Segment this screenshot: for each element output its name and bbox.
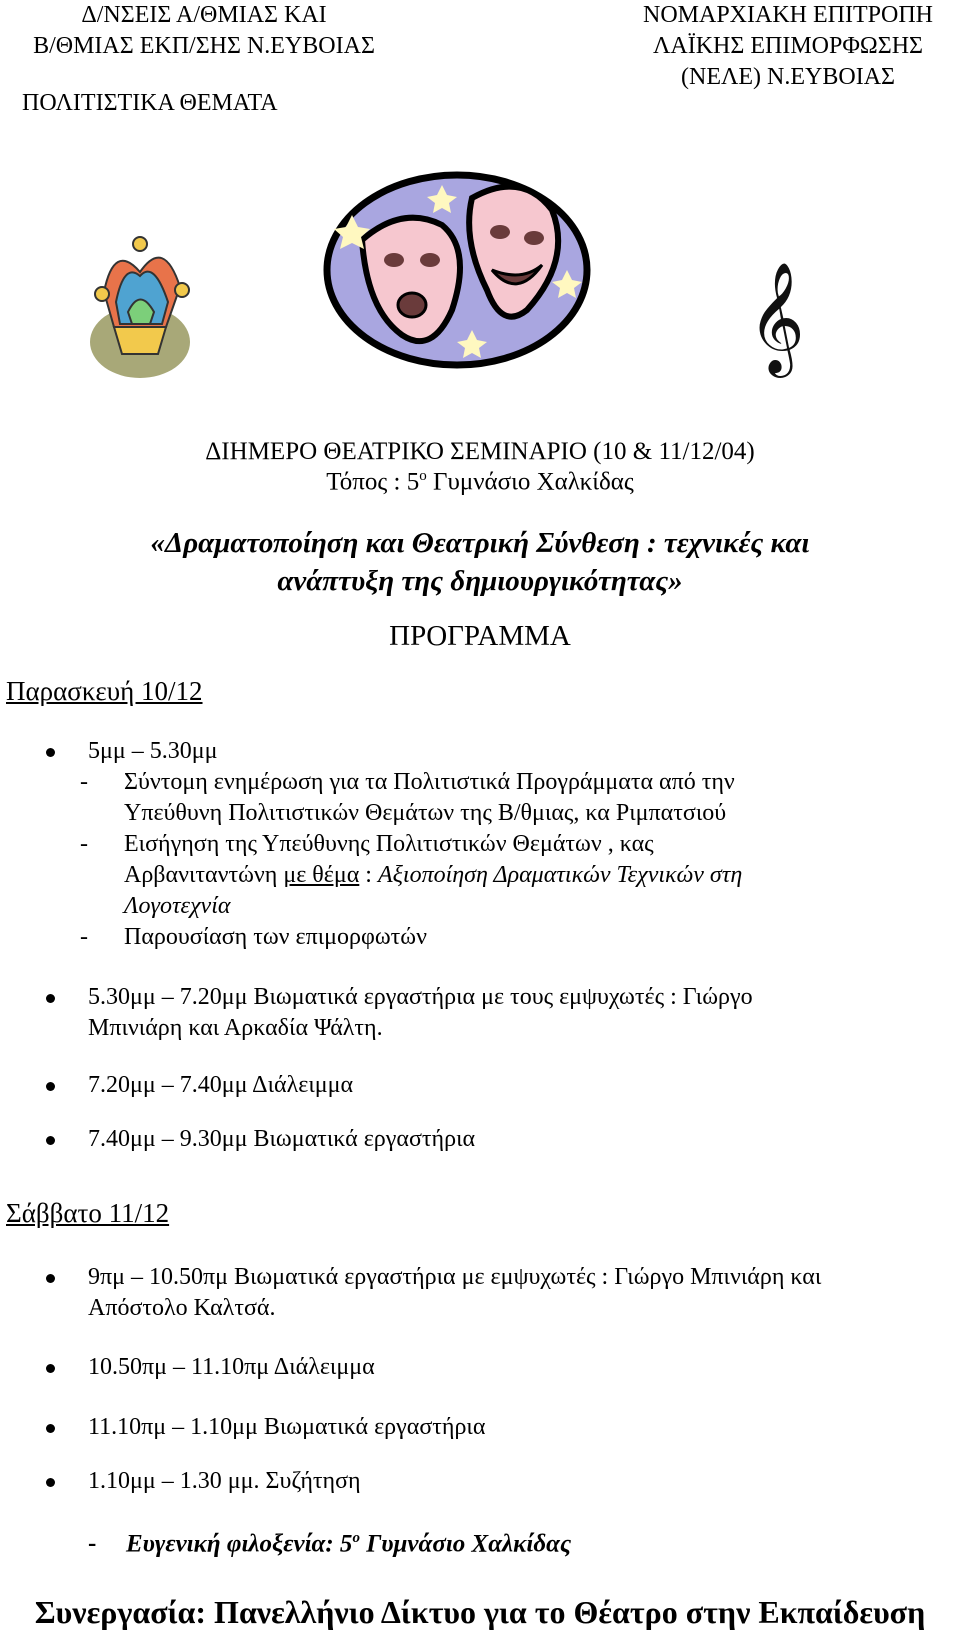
event-title: ΔΙΗΜΕΡΟ ΘΕΑΤΡΙΚΟ ΣΕΜΙΝΑΡΙΟ (10 & 11/12/04): [205, 438, 755, 465]
event-place-suffix: Γυμνάσιο Χαλκίδας: [426, 468, 634, 496]
bullet-icon: [46, 1136, 55, 1145]
dash-icon: -: [80, 831, 88, 857]
topic-label: με θέμα: [283, 862, 360, 888]
header-right-line2: ΛΑΪΚΗΣ ΕΠΙΜΟΡΦΩΣΗΣ: [652, 33, 923, 59]
friday-subitem-1-line1: Σύντομη ενημέρωση για τα Πολιτιστικά Προγράμματα από την: [124, 769, 735, 795]
friday-item-2-line1: 5.30μμ – 7.20μμ Βιωματικά εργαστήρια με τους εμψυχωτές : Γιώργο: [88, 984, 753, 1010]
treble-clef-icon: 𝄞: [748, 261, 805, 373]
saturday-item-1-line1: 9πμ – 10.50πμ Βιωματικά εργαστήρια με εμψυχωτές : Γιώργο Μπινιάρη και: [88, 1264, 822, 1290]
friday-heading: Παρασκευή 10/12: [6, 676, 203, 706]
dash-icon: -: [80, 769, 88, 795]
friday-subitem-3: [42, 922, 956, 953]
saturday-item-2-text: 10.50πμ – 11.10πμ Διάλειμμα: [88, 1354, 375, 1380]
friday-item-1-time: 5μμ – 5.30μμ: [88, 738, 218, 764]
friday-item-3: [88, 1070, 948, 1101]
dash-icon: -: [88, 1530, 97, 1557]
speaker-name: Αρβανιταντώνη: [124, 862, 284, 888]
bullet-icon: [46, 1424, 55, 1433]
host-name: Γυμνάσιο Χαλκίδας: [359, 1530, 572, 1558]
bullet-icon: [46, 1274, 55, 1283]
saturday-item-2: [88, 1352, 948, 1383]
bullet-icon: [46, 1364, 55, 1373]
saturday-item-3-text: 11.10πμ – 1.10μμ Βιωματικά εργαστήρια: [88, 1414, 486, 1440]
header-right-line3: (ΝΕΛΕ) Ν.ΕΥΒΟΙΑΣ: [681, 64, 895, 90]
saturday-item-4: [88, 1466, 948, 1497]
saturday-heading: Σάββατο 11/12: [6, 1198, 170, 1228]
bullet-icon: [46, 1082, 55, 1091]
bullet-icon: [46, 748, 55, 757]
host-note: [88, 1530, 572, 1558]
jester-hat-icon: [84, 232, 196, 382]
event-place: [0, 468, 960, 496]
friday-item-2-line2: Μπινιάρη και Αρκαδία Ψάλτη.: [88, 1015, 383, 1041]
host-sup: ο: [352, 1530, 360, 1546]
event-subtitle-line2: ανάπτυξη της δημιουργικότητας»: [277, 565, 683, 597]
bullet-icon: [46, 1478, 55, 1487]
header-left-subtitle: ΠΟΛΙΤΙΣΤΙΚΑ ΘΕΜΑΤΑ: [22, 90, 278, 116]
saturday-item-3: [88, 1412, 948, 1443]
header-left-organization: [6, 0, 402, 62]
event-subtitle: [0, 524, 960, 600]
dash-icon: -: [80, 924, 88, 950]
program-heading: ΠΡΟΓΡΑΜΜΑ: [389, 620, 571, 652]
topic-colon: :: [359, 862, 378, 888]
bullet-icon: [46, 994, 55, 1003]
saturday-item-1: [88, 1262, 948, 1324]
cooperation-line: Συνεργασία: Πανελλήνιο Δίκτυο για το Θέατρο στην Εκπαίδευση: [34, 1594, 926, 1630]
friday-item-2: [88, 982, 948, 1044]
event-subtitle-line1: «Δραματοποίηση και Θεατρική Σύνθεση : τεχνικές και: [150, 527, 810, 559]
friday-subitem-2-line2: [124, 860, 956, 891]
friday-subitems: [80, 767, 956, 953]
friday-item-4-text: 7.40μμ – 9.30μμ Βιωματικά εργαστήρια: [88, 1126, 476, 1152]
header-left-line1: Δ/ΝΣΕΙΣ Α/ΘΜΙΑΣ ΚΑΙ: [81, 2, 327, 28]
header-left-line2: Β/ΘΜΙΑΣ ΕΚΠ/ΣΗΣ Ν.ΕΥΒΟΙΑΣ: [33, 33, 375, 59]
friday-subitem-1: [42, 767, 956, 829]
topic-title-cont: Λογοτεχνία: [124, 893, 231, 919]
friday-item-3-text: 7.20μμ – 7.40μμ Διάλειμμα: [88, 1072, 354, 1098]
theatre-masks-icon: [322, 170, 592, 370]
friday-item-1: [88, 736, 948, 767]
event-place-sup: ο: [419, 468, 427, 484]
host-label: Ευγενική φιλοξενία: 5: [126, 1530, 353, 1558]
header-right-line1: ΝΟΜΑΡΧΙΑΚΗ ΕΠΙΤΡΟΠΗ: [643, 2, 933, 28]
friday-item-4: [88, 1124, 948, 1155]
friday-subitem-1-line2: Υπεύθυνη Πολιτιστικών Θεμάτων της Β/θμιας, κα Ριμπατσιού: [124, 800, 727, 826]
event-place-prefix: Τόπος : 5: [326, 468, 420, 496]
friday-subitem-3-text: Παρουσίαση των επιμορφωτών: [124, 924, 427, 950]
friday-subitem-2-line1: Εισήγηση της Υπεύθυνης Πολιτιστικών Θεμάτων , κας: [124, 831, 654, 857]
header-right-organization: [618, 0, 958, 93]
saturday-item-1-line2: Απόστολο Καλτσά.: [88, 1295, 276, 1321]
saturday-item-4-text: 1.10μμ – 1.30 μμ. Συζήτηση: [88, 1468, 361, 1494]
friday-subitem-2: [42, 829, 956, 922]
topic-title: Αξιοποίηση Δραματικών Τεχνικών στη: [377, 862, 743, 888]
